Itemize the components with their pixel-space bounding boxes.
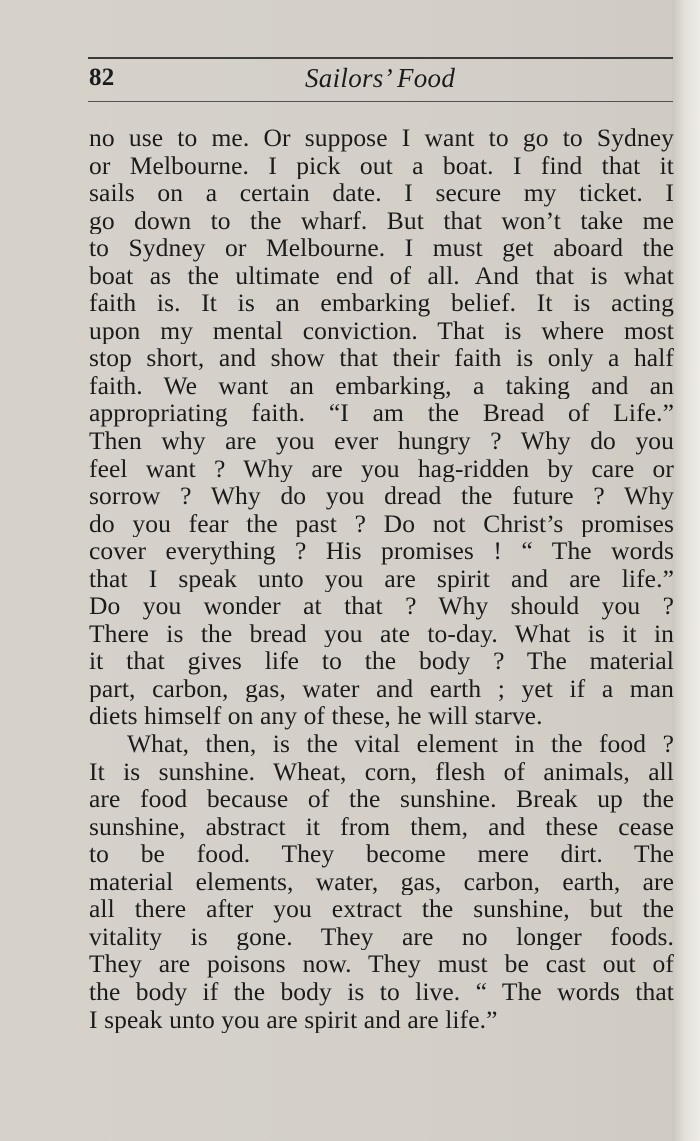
text-line: sorrow ? Why do you dread the future ? Why [89,482,674,510]
text-line: What, then, is the vital element in the food ? [127,730,674,758]
text-line: cover everything ? His promises ! “ The words [89,537,674,565]
header-rule-bottom [88,101,673,102]
text-line: part, carbon, gas, water and earth ; yet if a man [89,674,674,703]
text-line: There is the bread you ate to-day. What is it in [89,619,674,648]
text-line: are food because of the sunshine. Break up the [89,785,674,813]
text-line: stop short, and show that their faith is only a half [89,344,674,372]
text-line: the body if the body is to live. “ The words that [89,977,674,1006]
text-line: sunshine, abstract it from them, and these cease [89,812,674,841]
text-line: or Melbourne. I pick out a boat. I find that it [89,151,674,180]
running-head: Sailors’ Food [305,63,456,93]
text-line: faith. We want an embarking, a taking and an [89,371,674,400]
text-line: feel want ? Why are you hag-ridden by care or [89,454,674,483]
text-line: They are poisons now. They must be cast out of [89,950,674,978]
text-line: material elements, water, gas, carbon, earth, are [89,867,674,896]
page-number: 82 [89,64,115,91]
text-line: I speak unto you are spirit and are life.” [89,1005,498,1034]
page-edge [672,0,700,1141]
text-line: Then why are you ever hungry ? Why do you [89,427,674,455]
body-text [89,124,674,1033]
text-line: faith is. It is an embarking belief. It is acting [89,289,674,317]
text-line: Do you wonder at that ? Why should you ? [89,592,674,620]
text-line: no use to me. Or suppose I want to go to Sydney [89,124,674,152]
text-line: It is sunshine. Wheat, corn, flesh of animals, all [89,757,674,786]
header-rule-top [88,57,673,59]
text-line: sails on a certain date. I secure my ticket. I [89,179,674,207]
text-line: boat as the ultimate end of all. And that is what [89,261,674,290]
text-line: go down to the wharf. But that won’t take me [89,206,674,235]
text-line: to be food. They become mere dirt. The [89,840,674,868]
text-line: that I speak unto you are spirit and are life.” [89,564,674,593]
text-line: do you fear the past ? Do not Christ’s promises [89,509,674,538]
text-line: to Sydney or Melbourne. I must get aboard the [89,234,674,262]
text-line: appropriating faith. “I am the Bread of Life.” [89,399,674,428]
text-line: upon my mental conviction. That is where most [89,316,674,345]
text-line: all there after you extract the sunshine, but the [89,895,674,923]
text-line: vitality is gone. They are no longer foods. [89,922,674,951]
text-line: it that gives life to the body ? The material [89,647,674,675]
text-line: diets himself on any of these, he will starve. [89,702,543,731]
